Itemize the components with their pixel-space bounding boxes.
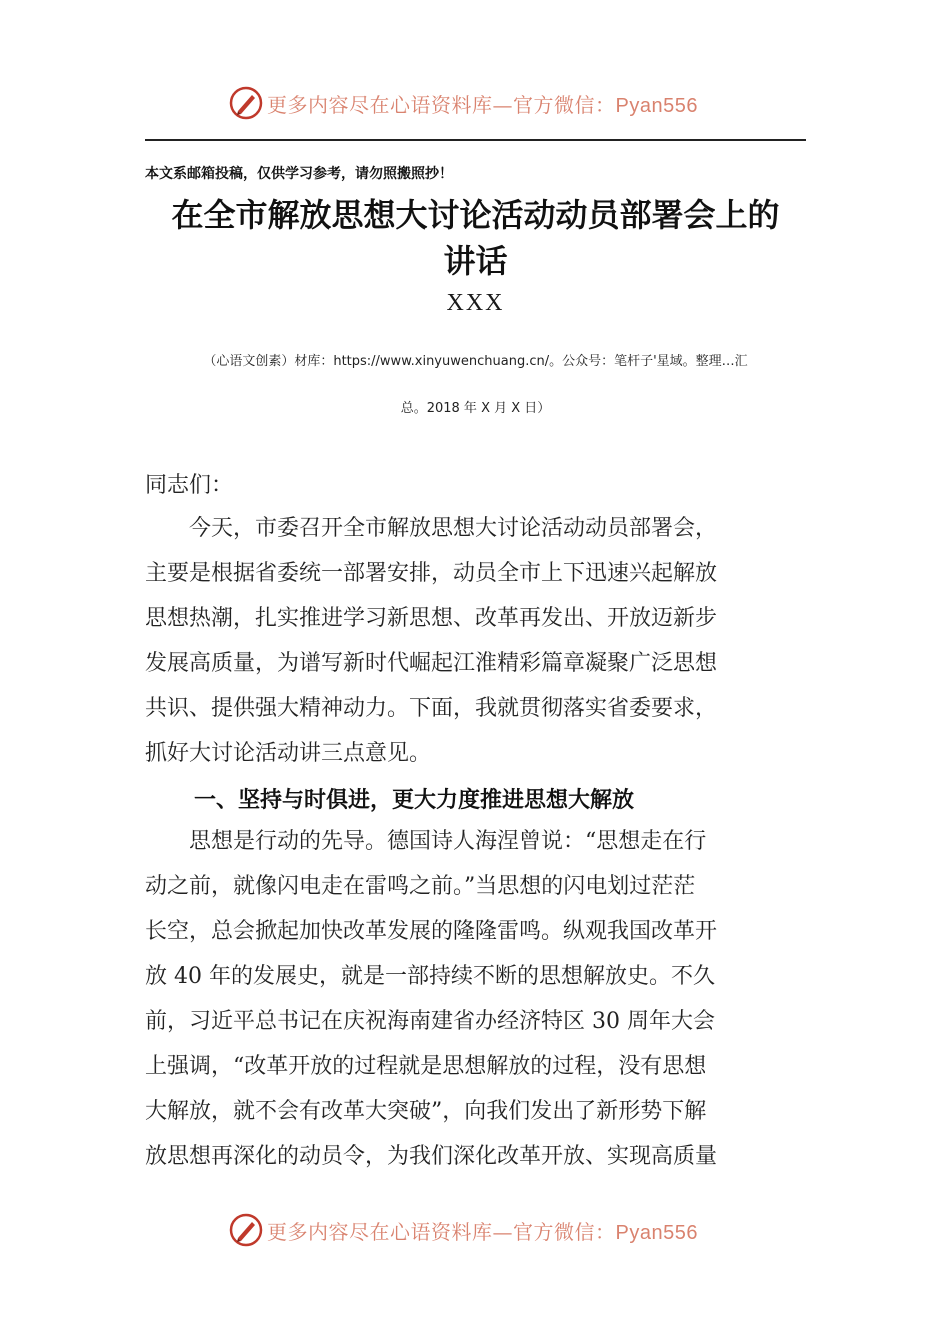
text-line: 前，习近平总书记在庆祝海南建省办经济特区 30 周年大会 xyxy=(145,1009,715,1034)
section-heading-1: 一、坚持与时俱进，更大力度推进思想大解放 xyxy=(194,788,635,813)
wechat-id: Pyan556 xyxy=(615,95,698,117)
text-line: 大解放，就不会有改革大突破”，向我们发出了新形势下解 xyxy=(145,1099,707,1124)
text-line: 长空，总会掀起加快改革发展的隆隆雷鸣。纵观我国改革开 xyxy=(145,919,718,944)
banner-text: 更多内容尽在心语资料库—官方微信：Pyan556 xyxy=(267,1220,698,1244)
text-line: 放 40 年的发展史，就是一部持续不断的思想解放史。不久 xyxy=(145,964,715,989)
text-line: 共识、提供强大精神动力。下面，我就贯彻落实省委要求， xyxy=(145,696,718,721)
header-divider xyxy=(145,139,806,141)
banner-text: 更多内容尽在心语资料库—官方微信：Pyan556 xyxy=(267,93,698,117)
title-line: 讲话 xyxy=(443,242,508,280)
text-line: 今天，市委召开全市解放思想大讨论活动动员部署会， xyxy=(145,516,718,541)
pen-logo-icon xyxy=(229,1213,263,1247)
footer-banner xyxy=(0,1211,950,1251)
paragraph-2 xyxy=(145,819,806,1179)
document-title xyxy=(145,192,806,284)
text-line: 发展高质量，为谱写新时代崛起江淮精彩篇章凝聚广泛思想 xyxy=(145,651,718,676)
title-line: 在全市解放思想大讨论活动动员部署会上的 xyxy=(171,196,780,234)
salutation: 同志们： xyxy=(145,473,234,498)
text-line: 思想是行动的先导。德国诗人海涅曾说：“思想走在行 xyxy=(145,829,707,854)
text-line: 抓好大讨论活动讲三点意见。 xyxy=(145,741,432,766)
text-line: 思想热潮，扎实推进学习新思想、改革再发出、开放迈新步 xyxy=(145,606,718,631)
source-line: （心语文创素）材库：https://www.xinyuwenchuang.cn/。公众号：笔杆子'星域。整理…汇 xyxy=(203,354,748,369)
notice-text: 本文系邮箱投稿，仅供学习参考，请勿照搬照抄！ xyxy=(145,166,453,182)
header-banner xyxy=(0,84,950,124)
text-line: 上强调，“改革开放的过程就是思想解放的过程，没有思想 xyxy=(145,1054,707,1079)
source-note xyxy=(145,338,806,432)
pen-logo-icon xyxy=(229,86,263,120)
text-line: 主要是根据省委统一部署安排，动员全市上下迅速兴起解放 xyxy=(145,561,718,586)
author: XXX xyxy=(446,290,505,316)
text-line: 动之前，就像闪电走在雷鸣之前。”当思想的闪电划过茫茫 xyxy=(145,874,696,899)
source-line: 总。2018 年 X 月 X 日） xyxy=(400,401,551,416)
text-line: 放思想再深化的动员令，为我们深化改革开放、实现高质量 xyxy=(145,1144,718,1169)
paragraph-1 xyxy=(145,506,806,776)
wechat-id: Pyan556 xyxy=(615,1222,698,1244)
